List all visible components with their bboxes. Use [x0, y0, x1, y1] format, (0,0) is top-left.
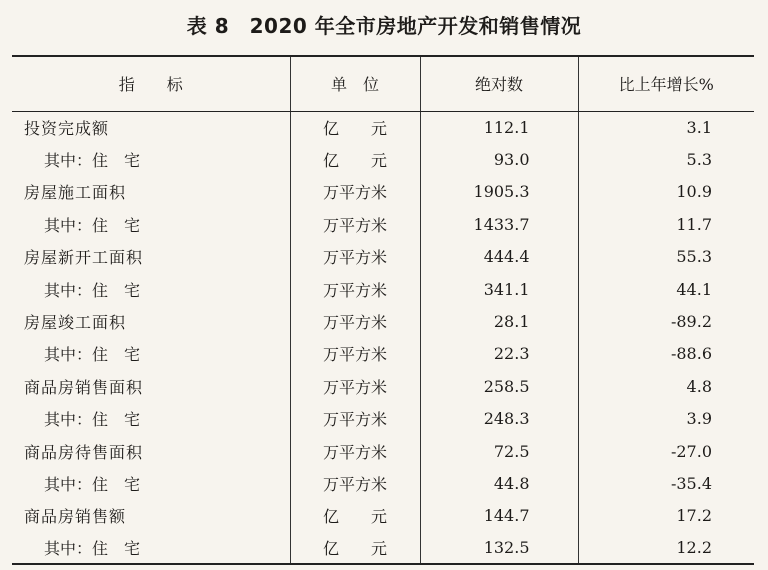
- table-row: [12, 338, 754, 370]
- unit-cell: 万平方米: [290, 467, 420, 499]
- absolute-value-cell: 72.5: [420, 435, 578, 467]
- growth-percent-cell: 4.8: [686, 376, 712, 396]
- absolute-value-cell: 112.1: [420, 111, 578, 143]
- header-indicator: 指 标: [12, 56, 290, 111]
- indicator-cell: 其中：住 宅: [12, 208, 290, 240]
- table-row: [12, 273, 754, 305]
- absolute-value-cell: 44.8: [420, 467, 578, 499]
- absolute-value-cell: 248.3: [420, 403, 578, 435]
- growth-percent-cell: 12.2: [578, 532, 754, 564]
- absolute-value-cell: 28.1: [420, 305, 578, 337]
- unit-cell: 万平方米: [290, 435, 420, 467]
- unit-cell: 亿 元: [290, 532, 420, 564]
- growth-percent-cell: 55.3: [676, 247, 712, 267]
- unit-cell: 万平方米: [290, 305, 420, 337]
- growth-percent-cell: -35.4: [670, 473, 712, 493]
- absolute-value-cell: 132.5: [420, 532, 578, 564]
- absolute-value-cell: 444.4: [420, 241, 578, 273]
- table-row: [12, 500, 754, 532]
- table-row: [12, 143, 754, 175]
- indicator-cell: 其中：住 宅: [12, 338, 290, 370]
- growth-percent-cell: 10.9: [676, 182, 712, 202]
- table-title: 表 8 2020 年全市房地产开发和销售情况: [186, 14, 582, 38]
- absolute-value-cell: 1433.7: [420, 208, 578, 240]
- indicator-cell: 投资完成额: [12, 111, 290, 143]
- table-row: [12, 467, 754, 499]
- table-row: [12, 370, 754, 402]
- unit-cell: 亿 元: [290, 111, 420, 143]
- table-body: [12, 111, 754, 564]
- growth-percent-cell: -27.0: [670, 441, 712, 461]
- indicator-cell: 商品房销售面积: [12, 370, 290, 402]
- absolute-value-cell: 1905.3: [420, 176, 578, 208]
- growth-percent-cell: 44.1: [676, 279, 712, 299]
- absolute-value-cell: 341.1: [420, 273, 578, 305]
- table-row: [12, 305, 754, 337]
- header-growth: 比上年增长%: [578, 56, 754, 111]
- header-unit: 单 位: [290, 56, 420, 111]
- absolute-value-cell: 144.7: [420, 500, 578, 532]
- indicator-cell: 商品房待售面积: [12, 435, 290, 467]
- real-estate-table: [12, 55, 754, 565]
- unit-cell: 万平方米: [290, 338, 420, 370]
- indicator-cell: 房屋施工面积: [12, 176, 290, 208]
- table-row: [12, 208, 754, 240]
- table-row: [12, 403, 754, 435]
- growth-percent-cell: 3.9: [686, 409, 712, 429]
- indicator-cell: 其中：住 宅: [12, 143, 290, 175]
- unit-cell: 万平方米: [290, 273, 420, 305]
- unit-cell: 万平方米: [290, 370, 420, 402]
- growth-percent-cell: 17.2: [676, 506, 712, 526]
- table-row: [12, 435, 754, 467]
- table-row: [12, 532, 754, 564]
- table-row: [12, 176, 754, 208]
- table-row: [12, 111, 754, 143]
- indicator-cell: 房屋新开工面积: [12, 241, 290, 273]
- unit-cell: 亿 元: [290, 143, 420, 175]
- absolute-value-cell: 22.3: [420, 338, 578, 370]
- unit-cell: 万平方米: [290, 241, 420, 273]
- unit-cell: 亿 元: [290, 500, 420, 532]
- unit-cell: 万平方米: [290, 208, 420, 240]
- header-row: [12, 56, 754, 111]
- indicator-cell: 其中：住 宅: [12, 467, 290, 499]
- indicator-cell: 其中：住 宅: [12, 403, 290, 435]
- absolute-value-cell: 93.0: [420, 143, 578, 175]
- absolute-value-cell: 258.5: [420, 370, 578, 402]
- unit-cell: 万平方米: [290, 176, 420, 208]
- table-header: [12, 56, 754, 111]
- indicator-cell: 房屋竣工面积: [12, 305, 290, 337]
- growth-percent-cell: -88.6: [670, 344, 712, 364]
- indicator-cell: 其中：住 宅: [12, 273, 290, 305]
- table-row: [12, 241, 754, 273]
- growth-percent-cell: -89.2: [670, 312, 712, 332]
- header-absolute: 绝对数: [420, 56, 578, 111]
- growth-percent-cell: 11.7: [676, 214, 712, 234]
- unit-cell: 万平方米: [290, 403, 420, 435]
- growth-percent-cell: 3.1: [686, 117, 712, 137]
- indicator-cell: 商品房销售额: [12, 500, 290, 532]
- growth-percent-cell: 5.3: [686, 150, 712, 170]
- indicator-cell: 其中：住 宅: [12, 532, 290, 564]
